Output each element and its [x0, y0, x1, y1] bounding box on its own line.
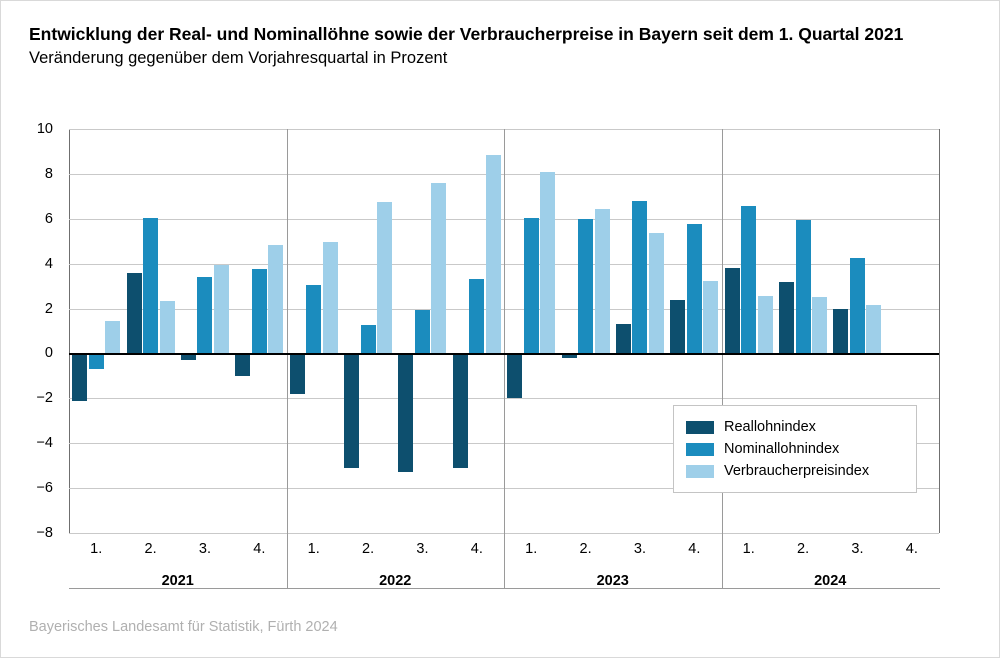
bar-verbraucherpreisindex	[214, 265, 229, 354]
quarter-tick-label: 2.	[362, 541, 375, 557]
legend-swatch-icon	[686, 421, 714, 434]
bar-nominallohnindex	[252, 269, 267, 353]
quarter-tick-label: 4.	[688, 541, 701, 557]
quarter-tick-label: 1.	[525, 541, 538, 557]
bar-verbraucherpreisindex	[812, 297, 827, 353]
page-title: Entwicklung der Real- und Nominallöhne sowie der Verbraucherpreise in Bayern seit dem 1. Quartal 2021	[29, 24, 904, 44]
legend-item-reallohnindex	[686, 416, 904, 438]
bar-verbraucherpreisindex	[758, 296, 773, 353]
bar-nominallohnindex	[850, 258, 865, 353]
bar-nominallohnindex	[632, 201, 647, 354]
quarter-tick-label: 2.	[797, 541, 810, 557]
zero-line	[69, 353, 939, 355]
bar-nominallohnindex	[741, 206, 756, 353]
year-tick-label: 2021	[161, 573, 194, 589]
year-tick-label: 2023	[596, 573, 629, 589]
year-labels	[69, 573, 939, 599]
quarter-tick-label: 1.	[742, 541, 755, 557]
quarter-labels	[69, 541, 939, 569]
bar-reallohnindex	[616, 324, 631, 353]
y-tick-label: −2	[36, 390, 53, 407]
bar-reallohnindex	[127, 273, 142, 354]
bar-nominallohnindex	[306, 285, 321, 353]
bar-nominallohnindex	[578, 219, 593, 354]
y-tick-label: −8	[36, 524, 53, 541]
quarter-tick-label: 4.	[905, 541, 918, 557]
bar-nominallohnindex	[415, 310, 430, 354]
bar-verbraucherpreisindex	[540, 172, 555, 354]
bar-nominallohnindex	[361, 325, 376, 353]
quarter-tick-label: 3.	[416, 541, 429, 557]
bar-reallohnindex	[725, 268, 740, 353]
bar-verbraucherpreisindex	[268, 245, 283, 354]
bar-reallohnindex	[670, 300, 685, 354]
bar-verbraucherpreisindex	[431, 183, 446, 354]
legend-swatch-icon	[686, 443, 714, 456]
bar-nominallohnindex	[796, 220, 811, 354]
y-tick-label: −4	[36, 434, 53, 451]
legend-label: Reallohnindex	[724, 419, 816, 435]
bar-nominallohnindex	[524, 218, 539, 354]
quarter-tick-label: 3.	[198, 541, 211, 557]
bar-nominallohnindex	[197, 277, 212, 353]
quarter-tick-label: 2.	[144, 541, 157, 557]
y-tick-label: 0	[44, 345, 53, 362]
quarter-tick-label: 1.	[90, 541, 103, 557]
y-axis-labels	[1, 120, 61, 541]
source-note: Bayerisches Landesamt für Statistik, Fürth 2024	[29, 619, 338, 635]
bar-nominallohnindex	[89, 353, 104, 369]
quarter-tick-label: 3.	[633, 541, 646, 557]
bar-nominallohnindex	[687, 224, 702, 353]
y-tick-label: 8	[44, 165, 53, 182]
legend-label: Verbraucherpreisindex	[724, 463, 870, 479]
bar-verbraucherpreisindex	[486, 155, 501, 354]
bar-verbraucherpreisindex	[866, 305, 881, 353]
legend-swatch-icon	[686, 465, 714, 478]
quarter-tick-label: 1.	[307, 541, 320, 557]
legend-item-verbraucherpreisindex	[686, 460, 904, 482]
quarter-tick-label: 4.	[253, 541, 266, 557]
bar-reallohnindex	[72, 353, 87, 400]
y-tick-label: −6	[36, 479, 53, 496]
bar-reallohnindex	[833, 309, 848, 354]
bar-verbraucherpreisindex	[595, 209, 610, 354]
bar-verbraucherpreisindex	[105, 321, 120, 354]
y-tick-label: 4	[44, 255, 53, 272]
quarter-tick-label: 2.	[579, 541, 592, 557]
bar-verbraucherpreisindex	[377, 202, 392, 354]
plot-area	[1, 1, 1000, 659]
quarter-tick-label: 4.	[470, 541, 483, 557]
y-tick-label: 10	[36, 120, 53, 137]
bar-reallohnindex	[398, 353, 413, 472]
year-tick-label: 2024	[814, 573, 847, 589]
quarter-tick-label: 3.	[851, 541, 864, 557]
y-tick-label: 6	[44, 210, 53, 227]
bar-nominallohnindex	[469, 279, 484, 353]
bar-nominallohnindex	[143, 218, 158, 354]
bar-reallohnindex	[507, 353, 522, 398]
bar-verbraucherpreisindex	[323, 242, 338, 353]
bar-verbraucherpreisindex	[160, 301, 175, 354]
chart-legend	[673, 405, 917, 493]
page-subtitle: Veränderung gegenüber dem Vorjahresquartal in Prozent	[29, 49, 448, 68]
axis-frame-right	[939, 129, 940, 533]
bar-reallohnindex	[235, 353, 250, 375]
y-tick-label: 2	[44, 300, 53, 317]
bar-reallohnindex	[453, 353, 468, 467]
bar-verbraucherpreisindex	[703, 281, 718, 354]
bar-reallohnindex	[290, 353, 305, 393]
bar-reallohnindex	[344, 353, 359, 467]
legend-label: Nominallohnindex	[724, 441, 840, 457]
bar-verbraucherpreisindex	[649, 233, 664, 353]
bar-reallohnindex	[779, 282, 794, 354]
year-tick-label: 2022	[379, 573, 412, 589]
legend-item-nominallohnindex	[686, 438, 904, 460]
